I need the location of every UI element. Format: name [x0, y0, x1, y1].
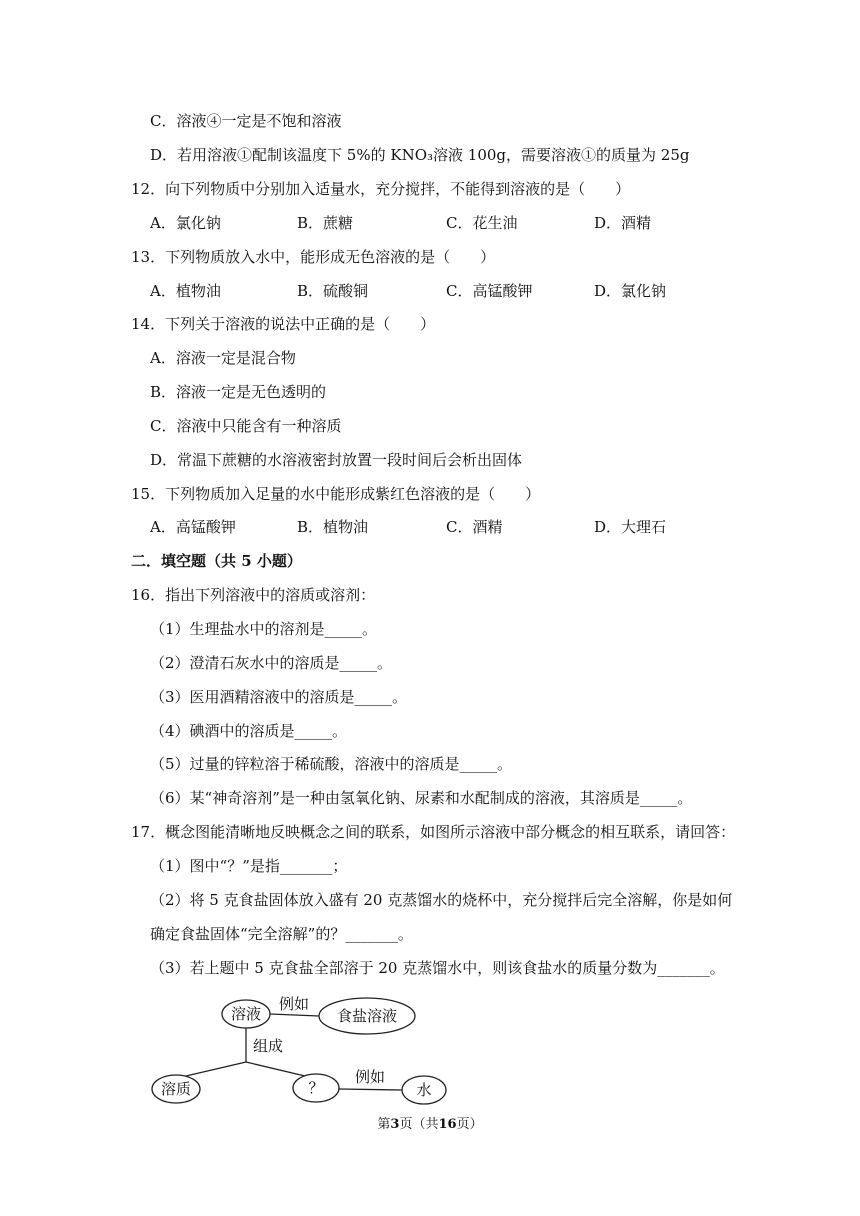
q12-option-c: C．花生油 — [446, 214, 518, 232]
q13-stem: 13．下列物质放入水中，能形成无色溶液的是（ ） — [131, 248, 496, 266]
section-heading: 二．填空题（共 5 小题） — [131, 552, 302, 570]
footer-mid: 页（共 — [399, 1117, 439, 1132]
q16-item: （1）生理盐水中的溶剂是_____。 — [150, 620, 378, 638]
q14-option-d: D．常温下蔗糖的水溶液密封放置一段时间后会析出固体 — [150, 451, 523, 469]
q14-option-c: C．溶液中只能含有一种溶质 — [150, 417, 342, 435]
q13-option-b: B．硫酸铜 — [297, 282, 369, 300]
q16-stem: 16．指出下列溶液中的溶质或溶剂： — [131, 586, 376, 604]
q11-option-c: C．溶液④一定是不饱和溶液 — [150, 112, 342, 130]
q12-option-d: D．酒精 — [594, 214, 652, 232]
label-salt-solution: 食盐溶液 — [336, 1007, 398, 1025]
q12-option-b: B．蔗糖 — [297, 214, 354, 232]
q17-item: （1）图中“？”是指_______； — [150, 857, 348, 875]
q16-item: （2）澄清石灰水中的溶质是_____。 — [150, 654, 393, 672]
q14-option-a: A．溶液一定是混合物 — [150, 349, 296, 367]
label-compose: 组成 — [252, 1037, 284, 1055]
q13-option-d: D．氯化钠 — [594, 282, 667, 300]
q16-item: （6）某“神奇溶剂”是一种由氢氧化钠、尿素和水配制成的溶液，其溶质是_____。 — [150, 789, 693, 807]
q12-option-a: A．氯化钠 — [150, 214, 221, 232]
label-example-2: 例如 — [354, 1068, 386, 1086]
q13-option-a: A．植物油 — [150, 282, 221, 300]
footer-pre: 第 — [377, 1117, 391, 1132]
label-water: 水 — [416, 1081, 432, 1099]
label-solute: 溶质 — [160, 1080, 192, 1098]
q12-stem: 12．向下列物质中分别加入适量水，充分搅拌，不能得到溶液的是（ ） — [131, 180, 631, 198]
q16-item: （4）碘酒中的溶质是_____。 — [150, 722, 348, 740]
footer-page-total: 16 — [438, 1117, 457, 1132]
q15-option-a: A．高锰酸钾 — [150, 518, 236, 536]
q15-option-c: C．酒精 — [446, 518, 503, 536]
q11-option-d: D．若用溶液①配制该温度下 5%的 KNO₃溶液 100g，需要溶液①的质量为 25g — [150, 146, 690, 164]
q15-option-d: D．大理石 — [594, 518, 667, 536]
label-example-1: 例如 — [278, 995, 310, 1013]
label-solution: 溶液 — [230, 1005, 262, 1023]
footer-page-number: 3 — [390, 1117, 400, 1132]
q13-option-c: C．高锰酸钾 — [446, 282, 533, 300]
q17-item: （2）将 5 克食盐固体放入盛有 20 克蒸馏水的烧杯中，充分搅拌后完全溶解，你是如何 — [150, 891, 733, 909]
label-unknown: ？ — [308, 1079, 324, 1097]
q16-item: （3）医用酒精溶液中的溶质是_____。 — [150, 688, 408, 706]
q17-item: （3）若上题中 5 克食盐全部溶于 20 克蒸馏水中，则该食盐水的质量分数为_______。 — [150, 959, 725, 977]
page-footer — [0, 1113, 860, 1132]
q17-stem: 17．概念图能清晰地反映概念之间的联系，如图所示溶液中部分概念的相互联系，请回答： — [131, 823, 736, 841]
q15-stem: 15．下列物质加入足量的水中能形成紫红色溶液的是（ ） — [131, 485, 541, 503]
q17-item: 确定食盐固体“完全溶解”的？_______。 — [150, 925, 413, 943]
footer-post: 页） — [456, 1117, 483, 1132]
q14-stem: 14．下列关于溶液的说法中正确的是（ ） — [131, 315, 436, 333]
q15-option-b: B．植物油 — [297, 518, 369, 536]
q14-option-b: B．溶液一定是无色透明的 — [150, 383, 327, 401]
concept-diagram — [150, 990, 460, 1108]
q16-item: （5）过量的锌粒溶于稀硫酸，溶液中的溶质是_____。 — [150, 755, 513, 773]
